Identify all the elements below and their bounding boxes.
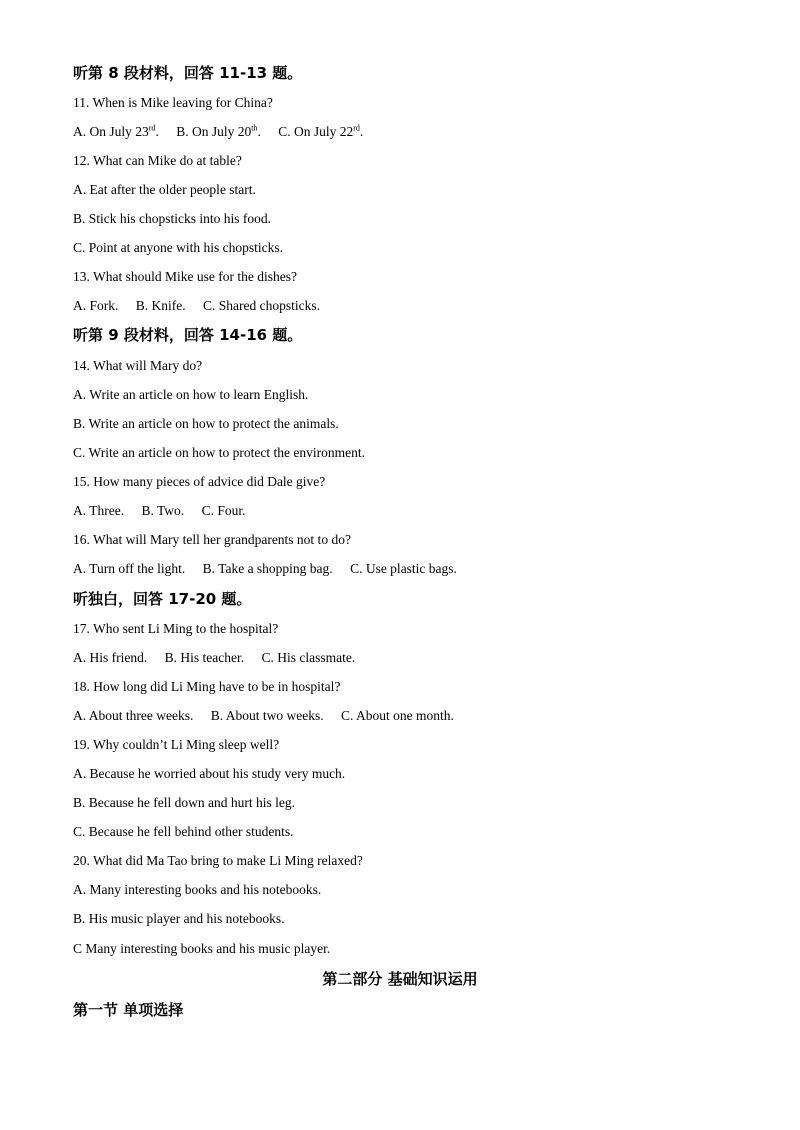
section-9-heading: 听第 9 段材料，回答 14-16 题。 <box>73 326 303 344</box>
question-13: 13. What should Mike use for the dishes? <box>73 269 297 284</box>
option-19-a: A. Because he worried about his study very much. <box>73 766 346 781</box>
option-17-a: A. His friend. <box>73 650 148 665</box>
question-13-options <box>73 297 320 315</box>
part-2-heading: 第二部分 基础知识运用 <box>322 970 478 988</box>
question-16-options <box>73 560 457 578</box>
question-12: 12. What can Mike do at table? <box>73 153 242 168</box>
option-16-a: A. Turn off the light. <box>73 561 186 576</box>
section-8-heading: 听第 8 段材料，回答 11-13 题。 <box>73 64 303 82</box>
option-11-c: C. On July 22rd. <box>278 123 364 139</box>
question-15-options <box>73 502 245 520</box>
question-17-options <box>73 649 355 667</box>
option-14-b: B. Write an article on how to protect the animals. <box>73 416 339 431</box>
option-15-c: C. Four. <box>201 503 246 518</box>
question-15: 15. How many pieces of advice did Dale give? <box>73 474 326 489</box>
option-18-a: A. About three weeks. <box>73 708 194 723</box>
option-20-a: A. Many interesting books and his notebooks. <box>73 882 322 897</box>
question-17: 17. Who sent Li Ming to the hospital? <box>73 621 279 636</box>
option-14-a: A. Write an article on how to learn English. <box>73 387 309 402</box>
option-13-c: C. Shared chopsticks. <box>203 298 321 313</box>
question-16: 16. What will Mary tell her grandparents not to do? <box>73 532 351 547</box>
option-14-c: C. Write an article on how to protect the environment. <box>73 445 365 460</box>
option-20-c: C Many interesting books and his music player. <box>73 941 331 956</box>
option-19-c: C. Because he fell behind other students. <box>73 824 294 839</box>
option-12-c: C. Point at anyone with his chopsticks. <box>73 240 283 255</box>
option-20-b: B. His music player and his notebooks. <box>73 911 285 926</box>
option-13-b: B. Knife. <box>135 298 186 313</box>
question-11-options <box>73 123 363 141</box>
option-13-a: A. Fork. <box>73 298 119 313</box>
option-16-c: C. Use plastic bags. <box>350 561 457 576</box>
option-12-b: B. Stick his chopsticks into his food. <box>73 211 272 226</box>
option-19-b: B. Because he fell down and hurt his leg. <box>73 795 295 810</box>
monologue-heading: 听独白，回答 17-20 题。 <box>73 590 252 608</box>
question-14: 14. What will Mary do? <box>73 358 203 373</box>
question-18: 18. How long did Li Ming have to be in hospital? <box>73 679 341 694</box>
option-11-a: A. On July 23rd. <box>73 123 159 139</box>
question-19: 19. Why couldn’t Li Ming sleep well? <box>73 737 280 752</box>
section-1-heading: 第一节 单项选择 <box>73 1001 184 1019</box>
question-18-options <box>73 707 454 725</box>
question-20: 20. What did Ma Tao bring to make Li Ming relaxed? <box>73 853 363 868</box>
option-16-b: B. Take a shopping bag. <box>202 561 333 576</box>
option-17-c: C. His classmate. <box>261 650 356 665</box>
question-11: 11. When is Mike leaving for China? <box>73 95 273 110</box>
option-18-b: B. About two weeks. <box>210 708 324 723</box>
option-15-b: B. Two. <box>141 503 185 518</box>
option-17-b: B. His teacher. <box>164 650 245 665</box>
option-15-a: A. Three. <box>73 503 125 518</box>
option-18-c: C. About one month. <box>340 708 454 723</box>
option-11-b: B. On July 20th. <box>176 123 261 139</box>
option-12-a: A. Eat after the older people start. <box>73 182 256 197</box>
